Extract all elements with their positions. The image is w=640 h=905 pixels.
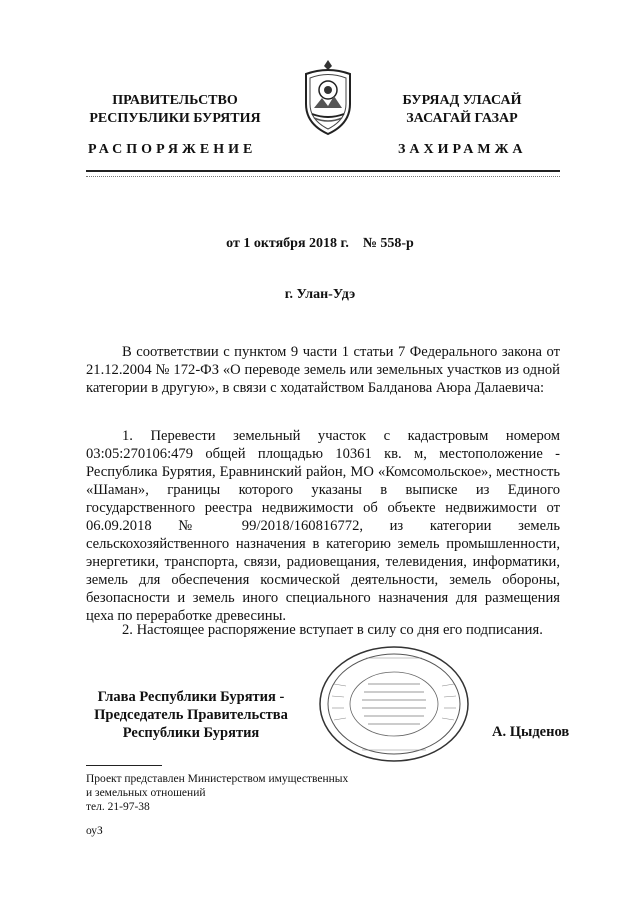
order-city: г. Улан-Удэ bbox=[284, 287, 356, 302]
left-org-name bbox=[80, 92, 270, 128]
coat-of-arms-icon bbox=[298, 58, 358, 138]
footer-author-line2: и земельных отношений bbox=[86, 787, 206, 799]
signatory-title-line3: Республики Бурятия bbox=[122, 725, 260, 741]
footer-phone: тел. 21-97-38 bbox=[86, 801, 150, 813]
signatory-title-line1: Глава Республики Бурятия - bbox=[97, 689, 285, 705]
signatory-title-line2: Председатель Правительства bbox=[94, 707, 288, 723]
official-seal-stamp bbox=[316, 644, 472, 764]
left-org-line2: РЕСПУБЛИКИ БУРЯТИЯ bbox=[89, 111, 261, 126]
right-doc-type: ЗАХИРАМЖА bbox=[398, 142, 527, 157]
footer-code: оуЗ bbox=[86, 825, 103, 837]
left-doc-type: РАСПОРЯЖЕНИЕ bbox=[88, 142, 257, 157]
right-org-name bbox=[372, 92, 552, 128]
item-1-paragraph: 1. Перевести земельный участок с кадастровым номером 03:05:270106:479 общей площадью 10361 кв. м, местоположение - Республика Бурятия, Еравнинский район, МО «Комсомольское», местность «Шаман», границы которого указаны в выписке из Единого государственного реестра недвижимости об объекте недвижимости от 06.09.2018 № 99/2018/160816772, из категории земель сельскохозяйственного назначения в категорию земель промышленности, энергетики, транспорта, связи, радиовещания, телевидения, информатики, земель для обеспечения космической деятельности, земель обороны, безопасности и земель иного специального назначения для размещения цеха по переработке древесины. bbox=[86, 428, 560, 624]
signatory-title bbox=[86, 688, 296, 742]
right-org-line2: ЗАСАГАЙ ГАЗАР bbox=[406, 111, 518, 126]
footer-divider bbox=[86, 765, 162, 766]
order-date-number: от 1 октября 2018 г. № 558-р bbox=[226, 236, 414, 251]
item-2-paragraph: 2. Настоящее распоряжение вступает в силу со дня его подписания. bbox=[122, 622, 543, 638]
signatory-name: А. Цыденов bbox=[492, 724, 570, 740]
header-divider-dotted bbox=[86, 176, 560, 177]
left-org-line1: ПРАВИТЕЛЬСТВО bbox=[112, 93, 238, 108]
right-org-line1: БУРЯАД УЛАСАЙ bbox=[402, 93, 522, 108]
header-divider bbox=[86, 170, 560, 172]
preamble-paragraph: В соответствии с пунктом 9 части 1 статьи 7 Федерального закона от 21.12.2004 № 172-ФЗ «О переводе земель или земельных участков из одной категории в другую», в связи с ходатайством Балданова Аюра Далаевича: bbox=[86, 344, 560, 396]
footer-author-line1: Проект представлен Министерством имущественных bbox=[86, 773, 349, 785]
